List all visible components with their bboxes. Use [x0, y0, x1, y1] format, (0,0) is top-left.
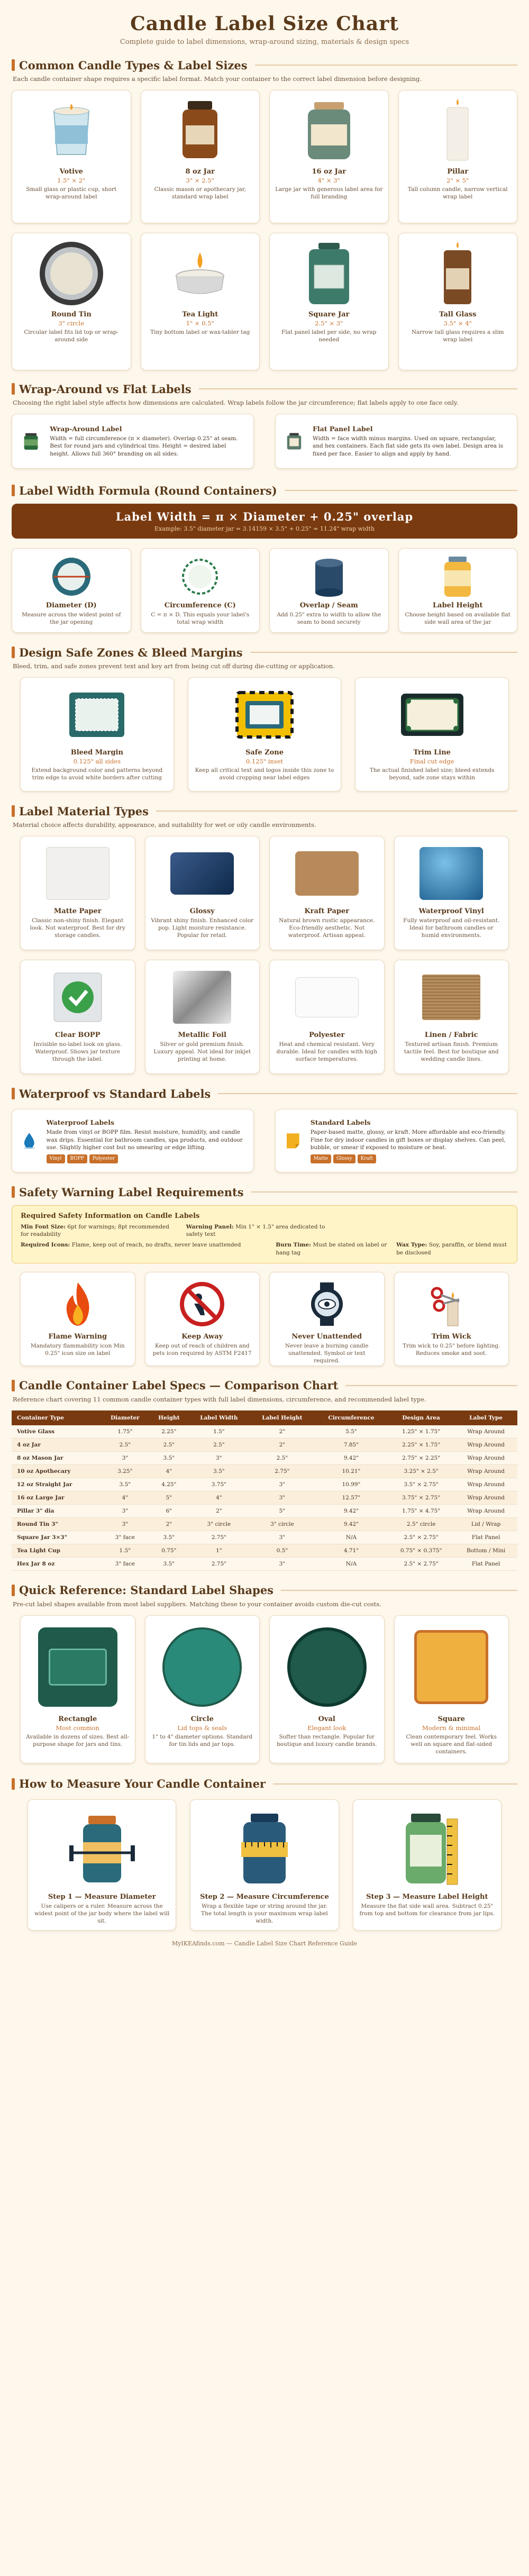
square-shape-icon [400, 1622, 504, 1712]
table-cell: 10 oz Apothecary [12, 1464, 101, 1478]
formula-card-diameter: Diameter (D) Measure across the widest point of the jar opening [12, 548, 131, 633]
table-cell: 2.5" [188, 1438, 250, 1451]
candle-card-round-tin: Round Tin 3" circle Circular label fits lid top or wrap-around side [12, 233, 131, 370]
table-header-cell: Container Type [12, 1410, 101, 1425]
table-cell: 5.5" [315, 1425, 388, 1439]
table-cell: 0.75" × 0.375" [388, 1544, 454, 1557]
material-card-vinyl: Waterproof Vinyl Fully waterproof and oil-resistant. Ideal for bathroom candles or humid environments. [394, 836, 509, 950]
table-cell: Wrap Around [454, 1491, 517, 1504]
table-cell: 12 oz Straight Jar [12, 1478, 101, 1491]
table-cell: 8 oz Mason Jar [12, 1451, 101, 1464]
section-safety [12, 1183, 517, 1366]
table-cell: 2.5" × 2.75" [388, 1531, 454, 1544]
table-cell: 9.42" [315, 1517, 388, 1531]
table-row [12, 1425, 517, 1439]
square-jar-icon [275, 240, 383, 307]
caliper-jar-icon [33, 1806, 170, 1890]
section-title: Common Candle Types & Label Sizes [19, 58, 248, 72]
safety-card-unattended: Never Unattended Never leave a burning candle unattended. Symbol or text required. [269, 1272, 385, 1366]
formula-example: Example: 3.5" diameter jar = 3.14159 × 3.5" + 0.25" = 11.24" wrap width [154, 525, 375, 532]
section-materials [12, 802, 517, 1074]
table-header-cell: Design Area [388, 1410, 454, 1425]
measure-card-height: Step 3 — Measure Label Height Measure the flat side wall area. Subtract 0.25" from top and bottom for clearance from jar lips. [353, 1799, 501, 1931]
section-subtitle: Pre-cut label shapes available from most label suppliers. Matching these to your container avoids custom die-cut costs. [13, 1600, 381, 1608]
shape-card-square: Square Modern & minimal Clean contemporary feel. Works well on square and flat-sided containers. [394, 1615, 509, 1763]
table-header-cell: Label Width [188, 1410, 250, 1425]
table-cell: N/A [315, 1531, 388, 1544]
material-card-linen: Linen / Fabric Textured artisan finish. Premium tactile feel. Best for boutique and wedding candle lines. [394, 960, 509, 1074]
table-cell: 3" [250, 1557, 315, 1570]
circle-shape-icon [151, 1622, 254, 1712]
shape-card-oval: Oval Elegant look Softer than rectangle. Popular for boutique and luxury candle brands. [269, 1615, 385, 1763]
material-card-glossy: Glossy Vibrant shiny finish. Enhanced color pop. Light moisture resistance. Popular for retail. [145, 836, 260, 950]
large-jar-icon [275, 97, 383, 165]
table-cell: 3" [101, 1504, 150, 1517]
section-title: Quick Reference: Standard Label Shapes [19, 1583, 274, 1597]
section-title: Safety Warning Label Requirements [19, 1185, 244, 1199]
table-cell: 3" face [101, 1531, 150, 1544]
table-row [12, 1544, 517, 1557]
formula-text: Label Width = π × Diameter + 0.25" overlap [115, 510, 414, 523]
section-waterproof [12, 1085, 517, 1172]
metallic-foil-swatch [151, 967, 254, 1028]
page-title: Candle Label Size Chart [130, 13, 399, 35]
safety-card-keep-away: Keep Away Keep out of reach of children and pets icon required by ASTM F2417 [145, 1272, 260, 1366]
section-subtitle: Reference chart covering 11 common candle container types with full label dimensions, circumference, and recommended label type. [13, 1395, 426, 1403]
circumference-icon [147, 555, 254, 598]
table-cell: Wrap Around [454, 1478, 517, 1491]
table-cell: 3" [101, 1517, 150, 1531]
candle-card-8oz-jar: 8 oz Jar 3" × 2.5" Classic mason or apothecary jar, standard wrap label [141, 90, 260, 223]
candle-card-pillar: Pillar 2" × 5" Tall column candle, narrow vertical wrap label [398, 90, 518, 223]
material-card-bopp: Clear BOPP Invisible no-label look on glass. Waterproof. Shows jar texture through the label. [20, 960, 135, 1074]
table-header-cell: Height [150, 1410, 188, 1425]
table-cell: 2.75" [250, 1464, 315, 1478]
flat-jar-icon [285, 417, 303, 465]
candle-card-tea-light: Tea Light 1" × 0.5" Tiny bottom label or wax-tabler tag [141, 233, 260, 370]
table-cell: 2.25" × 1.75" [388, 1438, 454, 1451]
table-cell: 1" [188, 1544, 250, 1557]
section-title: Label Width Formula (Round Containers) [19, 484, 277, 497]
water-drop-icon [22, 1117, 37, 1164]
table-header-row [12, 1410, 517, 1425]
table-cell: Wrap Around [454, 1464, 517, 1478]
table-cell: 3.25" × 2.5" [388, 1464, 454, 1478]
table-cell: 3.5" [150, 1531, 188, 1544]
bleed-margin-icon [26, 684, 168, 745]
sticky-note-icon [285, 1117, 301, 1164]
wrap-jar-icon [22, 417, 40, 465]
section-subtitle: Material choice affects durability, appearance, and suitability for wet or oily candle environments. [13, 821, 316, 829]
table-cell: 4" [188, 1491, 250, 1504]
table-cell: 3.75" [188, 1478, 250, 1491]
standard-card: Standard Labels Paper-based matte, glossy, or kraft. More affordable and eco-friendly. Fine for dry indoor candles in gift boxes or display shelves. Can peel, bubble, or smear if exposed to moisture or heat. Matte Glossy Kraft [275, 1109, 517, 1172]
formula-card-overlap: Overlap / Seam Add 0.25" extra to width to allow the seam to bond securely [269, 548, 389, 633]
section-title: Design Safe Zones & Bleed Margins [19, 645, 243, 659]
table-cell: Wrap Around [454, 1425, 517, 1439]
table-cell: 2" [250, 1425, 315, 1439]
candle-card-16oz-jar: 16 oz Jar 4" × 3" Large jar with generous label area for full branding [269, 90, 389, 223]
table-cell: 2" [250, 1438, 315, 1451]
table-cell: 1.75" × 4.75" [388, 1504, 454, 1517]
table-cell: 10.21" [315, 1464, 388, 1478]
table-cell: 10.99" [315, 1478, 388, 1491]
section-subtitle: Bleed, trim, and safe zones prevent text and key art from being cut off during die-cutting or application. [13, 662, 335, 670]
oval-shape-icon [275, 1622, 379, 1712]
measure-card-diameter: Step 1 — Measure Diameter Use calipers or a ruler. Measure across the widest point of the jar body where the label will sit. [28, 1799, 176, 1931]
glossy-swatch [151, 843, 254, 904]
candle-card-votive: Votive 1.5" × 2" Small glass or plastic cup, short wrap-around label [12, 90, 131, 223]
shape-card-circle: Circle Lid tops & seals 1" to 4" diameter options. Standard for tin lids and jar tops. [145, 1615, 260, 1763]
material-card-kraft: Kraft Paper Natural brown rustic appearance. Eco-friendly aesthetic. Not waterproof. Artisan appeal. [269, 836, 385, 950]
table-cell: Square Jar 3×3" [12, 1531, 101, 1544]
table-cell: Bottom / Mini [454, 1544, 517, 1557]
table-cell: N/A [315, 1557, 388, 1570]
wrap-around-card: Wrap-Around Label Width = full circumference (π × diameter). Overlap 0.25" at seam. Best for round jars and cylindrical tins. Height = desired label height. Allows full 360° branding on all sides. [12, 414, 254, 469]
table-row [12, 1517, 517, 1531]
table-cell: 2" [188, 1504, 250, 1517]
table-cell: 2.25" [150, 1425, 188, 1439]
table-cell: 3" circle [188, 1517, 250, 1531]
table-cell: 0.5" [250, 1544, 315, 1557]
table-cell: 1.75" [101, 1425, 150, 1439]
amber-jar-icon [147, 97, 254, 165]
formula-card-circumference: Circumference (C) C = π × D. This equals your label's total wrap width [141, 548, 260, 633]
footer: MyIKEAfinds.com — Candle Label Size Chart Reference Guide [171, 1940, 358, 1947]
table-cell: 3" [250, 1478, 315, 1491]
material-card-matte: Matte Paper Classic non-shiny finish. Elegant look. Not waterproof. Best for dry storage candles. [20, 836, 135, 950]
table-cell: 2.75" [188, 1531, 250, 1544]
table-cell: Wrap Around [454, 1438, 517, 1451]
table-cell: 5" [150, 1491, 188, 1504]
table-cell: 3.5" [101, 1478, 150, 1491]
table-cell: Flat Panel [454, 1557, 517, 1570]
zone-card-safe: Safe Zone 0.125" inset Keep all critical text and logos inside this zone to avoid cropping near label edges [188, 677, 342, 791]
section-title: Wrap-Around vs Flat Labels [19, 382, 191, 396]
table-cell: 16 oz Large Jar [12, 1491, 101, 1504]
table-cell: Lid / Wrap [454, 1517, 517, 1531]
zone-card-trim: Trim Line Final cut edge The actual finished label size; bleed extends beyond, safe zone stays within [355, 677, 509, 791]
safe-zone-icon [194, 684, 336, 745]
table-cell: 2" [150, 1517, 188, 1531]
rectangle-shape-icon [26, 1622, 130, 1712]
table-cell: Tea Light Cup [12, 1544, 101, 1557]
table-cell: 3.5" [188, 1464, 250, 1478]
table-header-cell: Label Height [250, 1410, 315, 1425]
table-cell: 9.42" [315, 1451, 388, 1464]
zone-card-bleed: Bleed Margin 0.125" all sides Extend background color and patterns beyond trim edge to avoid white borders after cutting [20, 677, 174, 791]
table-header-cell: Circumference [315, 1410, 388, 1425]
label-specs-table [12, 1410, 517, 1571]
table-cell: 5" [250, 1504, 315, 1517]
table-cell: 2.5" [101, 1438, 150, 1451]
pillar-candle-icon [404, 97, 512, 165]
section-subtitle: Each candle container shape requires a specific label format. Match your container to the correct label dimension before designing. [13, 75, 422, 83]
section-subtitle: Choosing the right label style affects how dimensions are calculated. Wrap labels follow the jar circumference; flat labels apply to one face only. [13, 399, 459, 406]
table-cell: 4.71" [315, 1544, 388, 1557]
table-cell: 9.42" [315, 1504, 388, 1517]
material-card-polyester: Polyester Heat and chemical resistant. Very durable. Ideal for candles with high surface temperatures. [269, 960, 385, 1074]
material-card-foil: Metallic Foil Silver or gold premium finish. Luxury appeal. Not ideal for inkjet printing at home. [145, 960, 260, 1074]
table-cell: 7.85" [315, 1438, 388, 1451]
table-cell: 12.57" [315, 1491, 388, 1504]
table-cell: 2.5" [250, 1451, 315, 1464]
flat-panel-card: Flat Panel Label Width = face width minus margins. Used on square, rectangular, and hex containers. Each flat side gets its own label. Design area is fixed per face. Easier to align and apply by hand. [275, 414, 517, 469]
linen-fabric-swatch [400, 967, 504, 1028]
table-cell: Votive Glass [12, 1425, 101, 1439]
table-cell: 4 oz Jar [12, 1438, 101, 1451]
table-cell: 4" [101, 1491, 150, 1504]
table-cell: 3" [250, 1491, 315, 1504]
table-cell: 0.75" [150, 1544, 188, 1557]
section-title: Candle Container Label Specs — Comparison Chart [19, 1379, 339, 1392]
section-candle-types [12, 56, 517, 370]
table-cell: Hex Jar 8 oz [12, 1557, 101, 1570]
safety-card-flame: Flame Warning Mandatory flammability icon Min 0.25" icon size on label [20, 1272, 135, 1366]
section-title: Waterproof vs Standard Labels [19, 1087, 211, 1100]
candle-card-tall-glass: Tall Glass 3.5" × 4" Narrow tall glass requires a slim wrap label [398, 233, 518, 370]
candle-card-square-jar: Square Jar 2.5" × 3" Flat panel label per side, no wrap needed [269, 233, 389, 370]
table-cell: Wrap Around [454, 1451, 517, 1464]
table-header-cell: Label Type [454, 1410, 517, 1425]
table-cell: 2.5" × 2.75" [388, 1557, 454, 1570]
table-cell: 1.5" [101, 1544, 150, 1557]
section-shapes [12, 1581, 517, 1763]
table-cell: 4.25" [150, 1478, 188, 1491]
diameter-icon [17, 555, 125, 598]
table-cell: 3.75" × 2.75" [388, 1491, 454, 1504]
section-measure [12, 1775, 517, 1931]
table-cell: 4" [150, 1464, 188, 1478]
polyester-swatch [275, 967, 379, 1028]
table-cell: Pillar 3" dia [12, 1504, 101, 1517]
formula-card-height: Label Height Choose height based on available flat side wall area of the jar [398, 548, 518, 633]
table-cell: 2.5" [150, 1438, 188, 1451]
table-row [12, 1557, 517, 1570]
matte-paper-swatch [26, 843, 130, 904]
table-row [12, 1504, 517, 1517]
table-cell: 6" [150, 1504, 188, 1517]
section-comparison [12, 1377, 517, 1571]
table-cell: 2.75" [188, 1557, 250, 1570]
table-cell: 3" [250, 1531, 315, 1544]
flame-icon [26, 1279, 130, 1330]
scissors-candle-icon [400, 1279, 504, 1330]
kraft-paper-swatch [275, 843, 379, 904]
section-wrap-flat [12, 380, 517, 469]
table-cell: 3" circle [250, 1517, 315, 1531]
table-cell: 3" [188, 1451, 250, 1464]
table-header-cell: Diameter [101, 1410, 150, 1425]
tea-light-icon [147, 240, 254, 307]
ruler-jar-icon [359, 1806, 496, 1890]
watch-eye-icon [275, 1279, 379, 1330]
measure-card-circumference: Step 2 — Measure Circumference Wrap a flexible tape or string around the jar. The total length is your maximum wrap label width. [190, 1799, 339, 1931]
no-children-icon [151, 1279, 254, 1330]
waterproof-vinyl-swatch [400, 843, 504, 904]
table-cell: Round Tin 3" [12, 1517, 101, 1531]
table-cell: 3" [101, 1451, 150, 1464]
table-cell: 3" face [101, 1557, 150, 1570]
table-cell: Flat Panel [454, 1531, 517, 1544]
overlap-cylinder-icon [275, 555, 383, 598]
waterproof-card: Waterproof Labels Made from vinyl or BOPP film. Resist moisture, humidity, and candle wax drips. Essential for bathroom candles, spa products, and outdoor use. Slightly higher cost but no smearing or edge lifting. Vinyl BOPP Polyester [12, 1109, 254, 1172]
header [12, 0, 517, 52]
table-row [12, 1478, 517, 1491]
page-subtitle: Complete guide to label dimensions, wrap-around sizing, materials & design specs [120, 38, 409, 46]
safety-requirements-box: Required Safety Information on Candle Labels Min Font Size: 6pt for warnings; 8pt recommended for readability Warning Panel: Min 1" × 1.5" area dedicated to safety text Required Icons: Flame, keep out of reach, no drafts, never leave unattended Burn Time: Must be stated on label or hang tag Wax Type: Soy, paraffin, or blend must be disclosed [12, 1205, 517, 1263]
tall-glass-icon [404, 240, 512, 307]
trim-line-icon [361, 684, 503, 745]
table-row [12, 1464, 517, 1478]
table-row [12, 1531, 517, 1544]
table-row [12, 1438, 517, 1451]
table-cell: 3.5" [150, 1557, 188, 1570]
formula-box [12, 504, 517, 539]
table-cell: 2.75" × 2.25" [388, 1451, 454, 1464]
table-cell: 3.5" [150, 1451, 188, 1464]
table-cell: 1.25" × 1.75" [388, 1425, 454, 1439]
table-row [12, 1491, 517, 1504]
section-formula [12, 481, 517, 633]
round-tin-icon [17, 240, 125, 307]
tape-jar-icon [196, 1806, 333, 1890]
table-row [12, 1451, 517, 1464]
table-cell: Wrap Around [454, 1504, 517, 1517]
shape-card-rectangle: Rectangle Most common Available in dozens of sizes. Best all-purpose shape for jars and tins. [20, 1615, 135, 1763]
table-cell: 3.25" [101, 1464, 150, 1478]
table-cell: 1.5" [188, 1425, 250, 1439]
section-safe-zones [12, 643, 517, 791]
label-height-jar-icon [404, 555, 512, 598]
clear-bopp-icon [26, 967, 130, 1028]
section-title: Label Material Types [19, 804, 149, 818]
safety-card-trim-wick: Trim Wick Trim wick to 0.25" before lighting. Reduces smoke and soot. [394, 1272, 509, 1366]
votive-candle-icon [17, 97, 125, 165]
table-cell: 2.5" circle [388, 1517, 454, 1531]
table-cell: 3.5" × 2.75" [388, 1478, 454, 1491]
section-title: How to Measure Your Candle Container [19, 1777, 266, 1791]
